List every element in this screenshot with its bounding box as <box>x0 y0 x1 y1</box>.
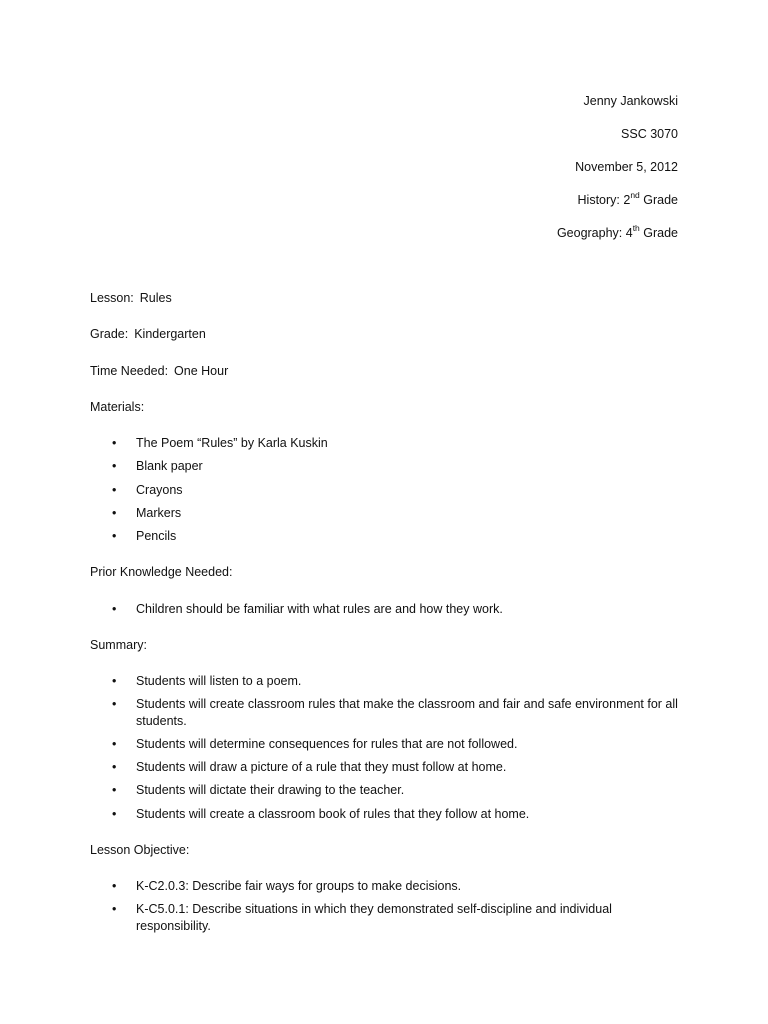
list-item: • Students will dictate their drawing to the teacher. <box>112 783 405 798</box>
document-date: November 5, 2012 <box>575 160 678 174</box>
list-item: • The Poem “Rules” by Karla Kuskin <box>112 436 328 450</box>
list-item: • Students will listen to a poem. <box>112 674 302 688</box>
prior-knowledge-list <box>90 601 680 617</box>
lesson-objective-heading: Lesson Objective: <box>90 842 190 857</box>
summary-heading: Summary: <box>90 637 147 652</box>
grade-value: Kindergarten <box>134 327 206 342</box>
materials-heading: Materials: <box>90 399 145 414</box>
list-item: • Markers <box>112 505 182 520</box>
materials-list <box>90 435 680 544</box>
list-item: • Students will determine consequences for rules that are not followed. <box>112 736 518 751</box>
course-code: SSC 3070 <box>621 127 678 141</box>
lesson-label: Lesson: <box>90 291 134 305</box>
list-item: • Blank paper <box>112 459 203 474</box>
grade-label: Grade: <box>90 327 129 342</box>
summary-list <box>90 673 680 822</box>
lesson-line <box>90 290 680 306</box>
list-item: • Children should be familiar with what rules are and how they work. <box>112 601 503 616</box>
list-item: • K-C5.0.1: Describe situations in which they demonstrated self-discipline and individual responsibility. <box>112 902 612 933</box>
list-item: • Students will create classroom rules that make the classroom and fair and safe environment for all students. <box>112 697 678 728</box>
time-line <box>90 363 680 379</box>
lesson-body <box>90 290 680 954</box>
time-value: One Hour <box>174 363 229 378</box>
list-item: • Pencils <box>112 529 177 543</box>
history-grade: History: 2nd Grade <box>577 189 678 207</box>
author-name: Jenny Jankowski <box>583 94 678 108</box>
author-header <box>557 93 678 258</box>
geography-grade: Geography: 4th Grade <box>556 222 678 240</box>
lesson-value: Rules <box>139 291 172 305</box>
list-item: • Students will create a classroom book of rules that they follow at home. <box>112 806 530 821</box>
list-item: • Crayons <box>112 482 183 497</box>
list-item: • Students will draw a picture of a rule that they must follow at home. <box>112 760 507 774</box>
grade-line <box>90 326 680 342</box>
prior-knowledge-heading: Prior Knowledge Needed: <box>90 565 233 580</box>
lesson-objective-list <box>90 878 680 934</box>
time-label: Time Needed: <box>90 363 169 378</box>
list-item: • K-C2.0.3: Describe fair ways for groups to make decisions. <box>112 879 462 893</box>
